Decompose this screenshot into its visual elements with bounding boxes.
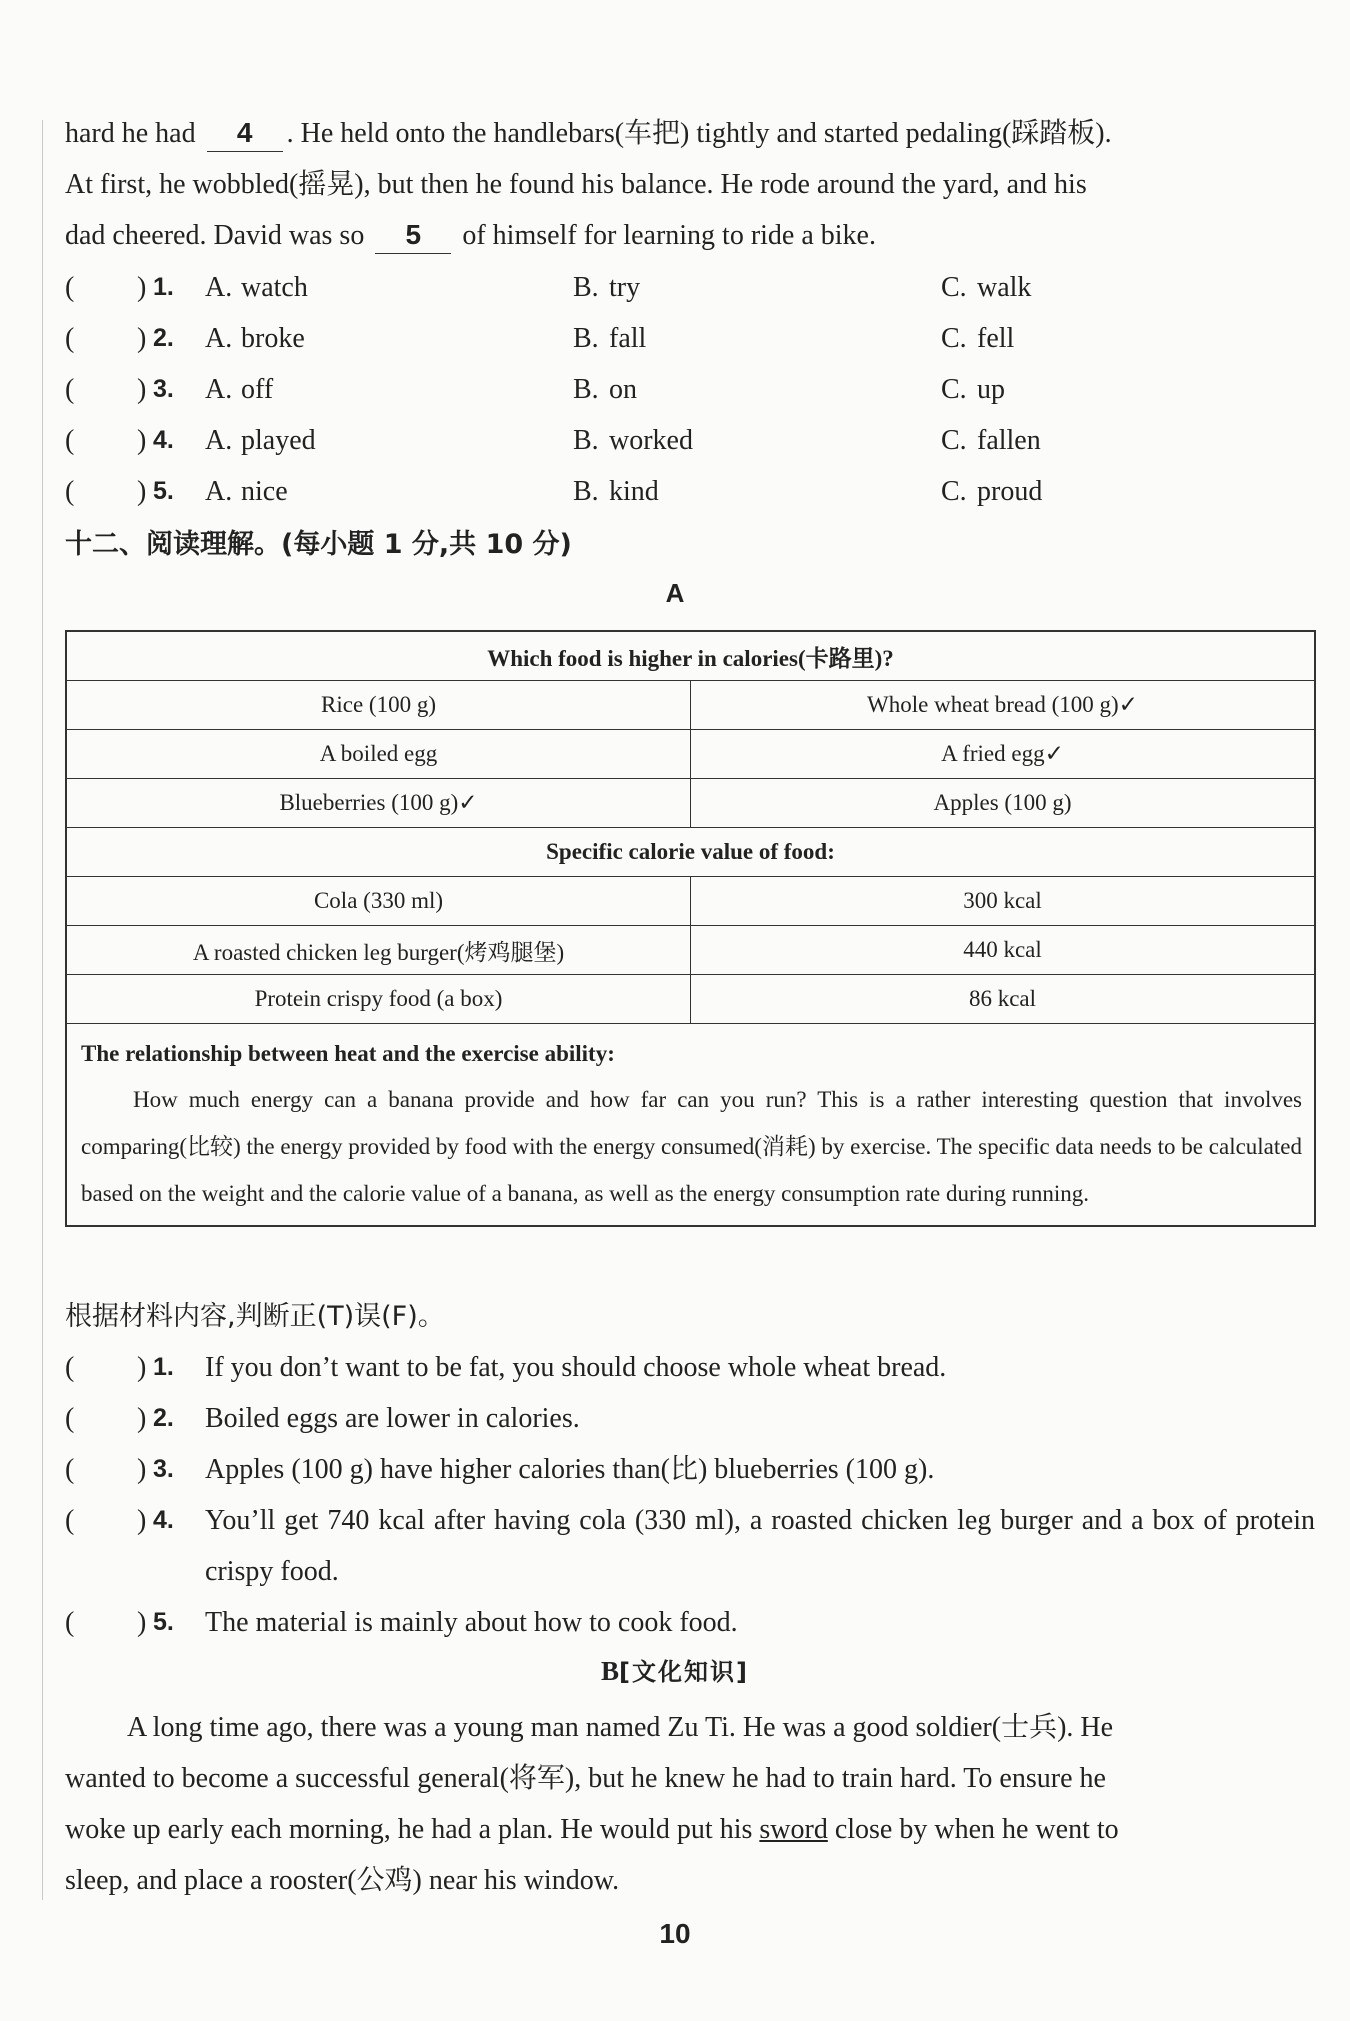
relationship-cell bbox=[66, 1024, 1315, 1227]
option-row-5: ( ) 5. A. nice B. kind C. proud bbox=[65, 466, 1315, 517]
answer-paren[interactable]: ( ) bbox=[65, 425, 147, 456]
option-b: B. kind bbox=[573, 476, 659, 507]
answer-paren[interactable]: ( ) bbox=[65, 1403, 147, 1434]
option-c: C. walk bbox=[941, 272, 1032, 303]
underlined-word: sword bbox=[759, 1814, 828, 1845]
table-row: Cola (330 ml) 300 kcal bbox=[66, 877, 1315, 926]
option-a: A. nice bbox=[205, 476, 288, 507]
option-row-3: ( ) 3. A. off B. on C. up bbox=[65, 364, 1315, 415]
answer-paren[interactable]: ( ) bbox=[65, 374, 147, 405]
passage-line-2: wanted to become a successful general(将军), but he knew he had to train hard. To ensure he bbox=[65, 1763, 1106, 1794]
option-a: A. played bbox=[205, 425, 316, 456]
cloze-passage bbox=[65, 108, 1315, 261]
option-c: C. fallen bbox=[941, 425, 1041, 456]
table-row: Blueberries (100 g)✓ Apples (100 g) bbox=[66, 779, 1315, 828]
margin-line bbox=[42, 120, 43, 1900]
option-b: B. try bbox=[573, 272, 641, 303]
blank-5: 5 bbox=[375, 217, 451, 254]
cloze-line-1: hard he had 4 . He held onto the handlebars(车把) tightly and started pedaling(踩踏板). bbox=[65, 108, 1315, 159]
option-c: C. proud bbox=[941, 476, 1043, 507]
table-row: Protein crispy food (a box) 86 kcal bbox=[66, 975, 1315, 1024]
option-row-2: ( ) 2. A. broke B. fall C. fell bbox=[65, 313, 1315, 364]
relationship-title: The relationship between heat and the exercise ability: bbox=[81, 1041, 615, 1066]
table-title: Which food is higher in calories(卡路里)? bbox=[66, 631, 1315, 681]
option-a: A. off bbox=[205, 374, 274, 405]
table-row: A roasted chicken leg burger(烤鸡腿堡) 440 kcal bbox=[66, 926, 1315, 975]
option-row-4: ( ) 4. A. played B. worked C. fallen bbox=[65, 415, 1315, 466]
tf-instruction: 根据材料内容,判断正(T)误(F)。 bbox=[65, 1301, 445, 1332]
answer-paren[interactable]: ( ) bbox=[65, 1505, 147, 1536]
table-row: A boiled egg A fried egg✓ bbox=[66, 730, 1315, 779]
option-b: B. worked bbox=[573, 425, 693, 456]
answer-paren[interactable]: ( ) bbox=[65, 272, 147, 303]
part-b-label: B[文化知识] bbox=[601, 1656, 749, 1686]
part-a-label: A bbox=[665, 578, 685, 608]
answer-paren[interactable]: ( ) bbox=[65, 1607, 147, 1638]
option-a: A. watch bbox=[205, 272, 308, 303]
relationship-text: How much energy can a banana provide and how far can you run? This is a rather interesting question that involves comparing(比较) the energy provided by food with the energy consumed(消耗) by exercise. The specific data needs to be calculated based on the weight and the calorie value of a banana, as well as the energy consumption rate during running. bbox=[81, 1087, 1302, 1206]
answer-paren[interactable]: ( ) bbox=[65, 476, 147, 507]
option-b: B. fall bbox=[573, 323, 647, 354]
option-c: C. fell bbox=[941, 323, 1015, 354]
option-row-1: ( ) 1. A. watch B. try C. walk bbox=[65, 262, 1315, 313]
passage-b bbox=[65, 1702, 1315, 1906]
table-row: Rice (100 g) Whole wheat bread (100 g)✓ bbox=[66, 681, 1315, 730]
answer-paren[interactable]: ( ) bbox=[65, 1352, 147, 1383]
section-title: 十二、阅读理解。(每小题 1 分,共 10 分) bbox=[65, 529, 572, 560]
passage-line-4: sleep, and place a rooster(公鸡) near his window. bbox=[65, 1865, 620, 1896]
cloze-line-2: At first, he wobbled(摇晃), but then he found his balance. He rode around the yard, and his bbox=[65, 169, 1087, 200]
specific-title: Specific calorie value of food: bbox=[66, 828, 1315, 877]
answer-paren[interactable]: ( ) bbox=[65, 1454, 147, 1485]
cloze-line-3: dad cheered. David was so 5 of himself for learning to ride a bike. bbox=[65, 210, 1315, 261]
answer-paren[interactable]: ( ) bbox=[65, 323, 147, 354]
passage-line-3: woke up early each morning, he had a plan. He would put his sword close by when he went to bbox=[65, 1814, 1119, 1845]
option-b: B. on bbox=[573, 374, 637, 405]
blank-4: 4 bbox=[207, 115, 283, 152]
option-c: C. up bbox=[941, 374, 1005, 405]
calorie-table bbox=[65, 630, 1316, 1227]
culture-tag: [文化知识] bbox=[619, 1658, 749, 1686]
option-a: A. broke bbox=[205, 323, 305, 354]
page-number: 10 bbox=[659, 1918, 691, 1949]
passage-line-1: A long time ago, there was a young man named Zu Ti. He was a good soldier(士兵). He bbox=[127, 1712, 1114, 1743]
